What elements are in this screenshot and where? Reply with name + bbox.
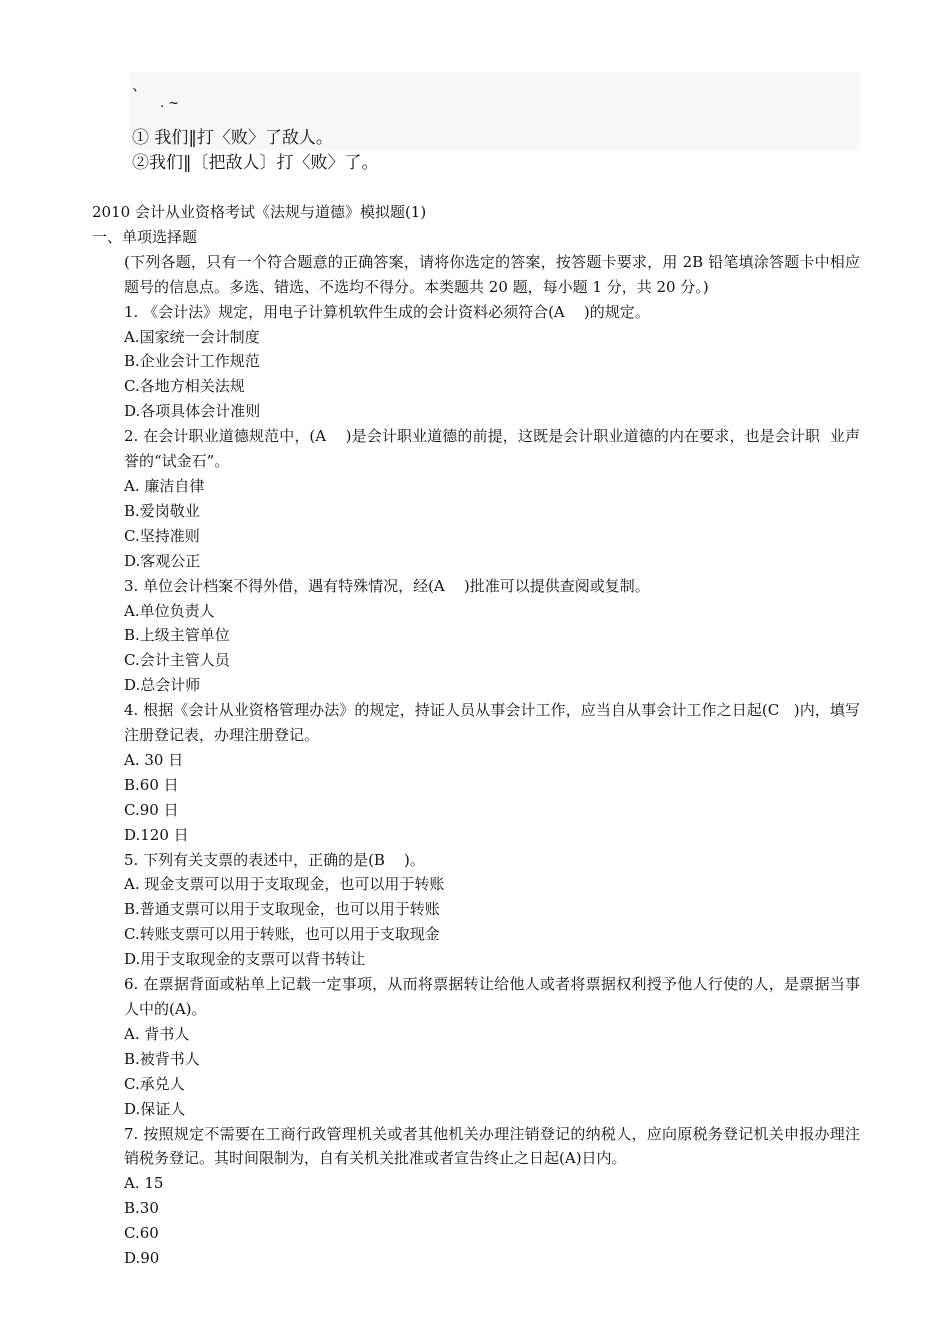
punctuation-mark-sub: . ~: [160, 96, 180, 111]
section-heading: 一、单项选择题: [92, 227, 198, 246]
question-stem: 6. 在票据背面或粘单上记载一定事项，从而将票据转让给他人或者将票据权利授予他人行使的人，是票据当事人中的(A)。: [124, 975, 860, 1018]
option: B.企业会计工作规范: [124, 352, 260, 371]
option: C.转账支票可以用于转账，也可以用于支取现金: [124, 925, 440, 944]
document-body: [92, 200, 860, 1271]
question: [92, 574, 860, 699]
option: D.用于支取现金的支票可以背书转让: [124, 950, 366, 969]
option: B.普通支票可以用于支取现金，也可以用于转账: [124, 900, 440, 919]
option: D.客观公正: [124, 551, 201, 570]
option: D.总会计师: [124, 676, 201, 695]
question-stem: 2. 在会计职业道德规范中，(A )是会计职业道德的前提，这既是会计职业道德的内在要求，也是会计职 业声誉的“试金石”。: [124, 427, 860, 471]
option: A. 背书人: [124, 1024, 190, 1043]
example-sentence-2: ②我们‖〔把敌人〕打〈败〉了。: [132, 153, 379, 173]
document-title: 2010 会计从业资格考试《法规与道德》模拟题(1): [92, 203, 427, 221]
option: D.120 日: [124, 825, 189, 844]
option: C.坚持准则: [124, 526, 200, 545]
option: B.爱岗敬业: [124, 501, 200, 520]
question: [92, 698, 860, 847]
option: A. 15: [124, 1174, 164, 1193]
option: A. 现金支票可以用于支取现金，也可以用于转账: [124, 875, 445, 894]
question-stem: 4. 根据《会计从业资格管理办法》的规定，持证人员从事会计工作，应当自从事会计工作之日起(C )内，填写注册登记表，办理注册登记。: [124, 701, 860, 745]
option: C.各地方相关法规: [124, 377, 245, 396]
punctuation-mark: 、: [132, 76, 148, 94]
question-stem: 3. 单位会计档案不得外借，遇有特殊情况，经(A )批准可以提供查阅或复制。: [124, 576, 650, 595]
option: C.60: [124, 1224, 159, 1243]
option: D.90: [124, 1249, 160, 1268]
option: C.会计主管人员: [124, 651, 230, 670]
question: [92, 848, 860, 973]
question: [92, 1122, 860, 1271]
example-sentence-1: ① 我们‖打〈败〉了敌人。: [132, 128, 333, 148]
question-stem: 7. 按照规定不需要在工商行政管理机关或者其他机关办理注销登记的纳税人，应向原税务登记机关申报办理注销税务登记。其时间限制为，自有关机关批准或者宣告终止之日起(A)日内。: [124, 1124, 860, 1168]
question: [92, 972, 860, 1121]
option: D.各项具体会计准则: [124, 402, 261, 421]
option: A. 30 日: [124, 750, 184, 769]
option: B.60 日: [124, 775, 179, 794]
option: C.90 日: [124, 800, 179, 819]
option: A.单位负责人: [124, 601, 215, 620]
question-stem: 5. 下列有关支票的表述中，正确的是(B )。: [124, 850, 425, 869]
option: A. 廉洁自律: [124, 476, 205, 495]
option: A.国家统一会计制度: [124, 327, 260, 346]
option: B.30: [124, 1199, 159, 1218]
instructions: (下列各题，只有一个符合题意的正确答案，请将你选定的答案，按答题卡要求，用 2B 铅笔填涂答题卡中相应题号的信息点。多选、错选、不选均不得分。本类题共 20 题，每小题 1 分，共 20 分。): [124, 252, 860, 296]
option: B.上级主管单位: [124, 626, 230, 645]
option: B.被背书人: [124, 1049, 200, 1068]
question-stem: 1. 《会计法》规定，用电子计算机软件生成的会计资料必须符合(A )的规定。: [124, 302, 650, 321]
option: D.保证人: [124, 1099, 186, 1118]
question: [92, 300, 860, 425]
option: C.承兑人: [124, 1074, 185, 1093]
question: [92, 424, 860, 573]
